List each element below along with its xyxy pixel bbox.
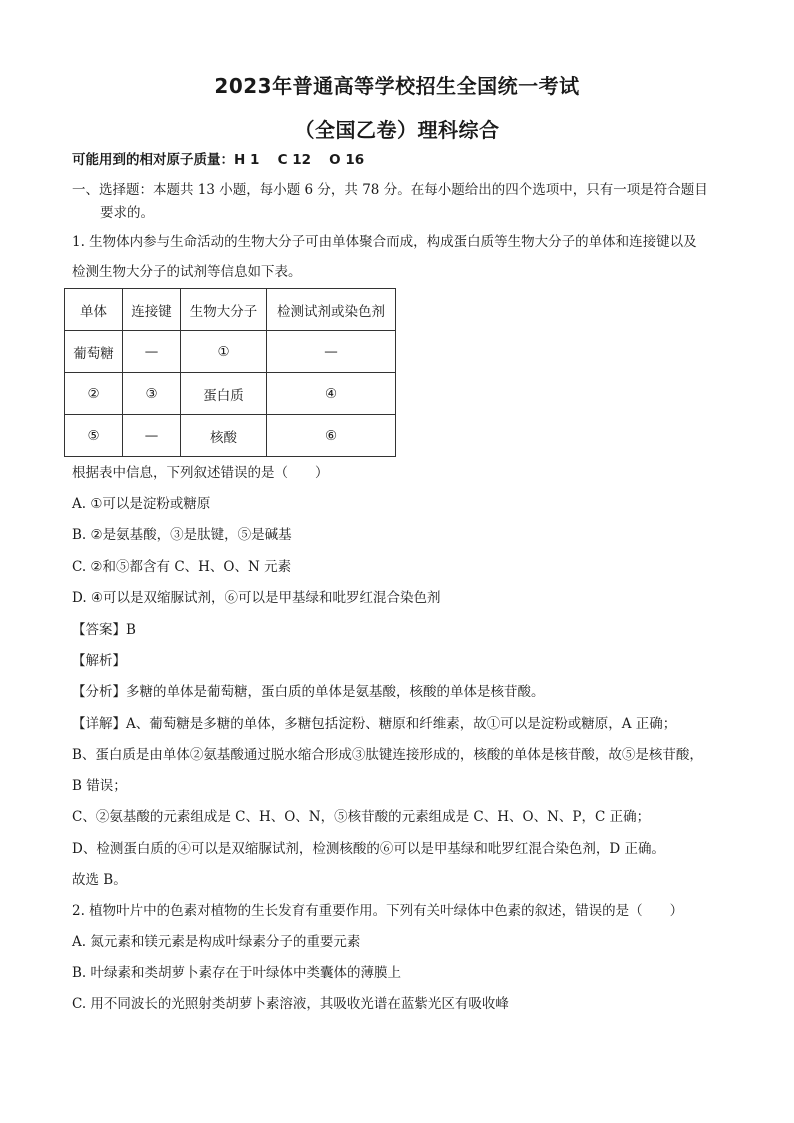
table-cell: 蛋白质 <box>181 373 267 415</box>
exam-subtitle: （全国乙卷）理科综合 <box>294 118 500 142</box>
table-cell: ④ <box>267 373 396 415</box>
table-cell: 葡萄糖 <box>65 331 123 373</box>
q1-option-b: B. ②是氨基酸，③是肽键，⑤是碱基 <box>72 527 292 543</box>
table-row <box>65 415 396 457</box>
section-intro: 一、选择题：本题共 13 小题，每小题 6 分，共 78 分。在每小题给出的四个选项中，只有一项是符合题目 <box>72 182 708 198</box>
q2-option-c: C. 用不同波长的光照射类胡萝卜素溶液，其吸收光谱在蓝紫光区有吸收峰 <box>72 996 509 1012</box>
table-header-cell: 单体 <box>65 289 123 331</box>
q1-stem: 1. 生物体内参与生命活动的生物大分子可由单体聚合而成，构成蛋白质等生物大分子的单体和连接键以及 <box>72 234 697 250</box>
section-intro-cont: 要求的。 <box>100 205 154 221</box>
atomic-masses: 可能用到的相对原子质量：H 1 C 12 O 16 <box>72 152 365 168</box>
q1-detail-b: B、蛋白质是由单体②氨基酸通过脱水缩合形成③肽键连接形成的，核酸的单体是核苷酸，故⑤是核苷酸， <box>72 747 703 763</box>
table-cell: 核酸 <box>181 415 267 457</box>
table-header-cell: 生物大分子 <box>181 289 267 331</box>
q1-option-c: C. ②和⑤都含有 C、H、O、N 元素 <box>72 559 292 575</box>
table-header-row <box>65 289 396 331</box>
q1-analysis-label: 【解析】 <box>72 653 126 669</box>
q1-answer: 【答案】B <box>72 622 136 638</box>
q1-question: 根据表中信息，下列叙述错误的是（ ） <box>72 465 329 481</box>
q1-detail-b-cont: B 错误； <box>72 778 127 794</box>
table-cell: ② <box>65 373 123 415</box>
table-cell: — <box>123 415 181 457</box>
monomer-table <box>64 288 396 457</box>
q2-stem: 2. 植物叶片中的色素对植物的生长发育有重要作用。下列有关叶绿体中色素的叙述，错误的是（ ） <box>72 903 684 919</box>
q1-detail-d: D、检测蛋白质的④可以是双缩脲试剂，检测核酸的⑥可以是甲基绿和吡罗红混合染色剂，D 正确。 <box>72 841 665 857</box>
q1-detail-a: 【详解】A、葡萄糖是多糖的单体，多糖包括淀粉、糖原和纤维素，故①可以是淀粉或糖原，A 正确； <box>72 716 677 732</box>
table-cell: ③ <box>123 373 181 415</box>
q1-option-a: A. ①可以是淀粉或糖原 <box>72 496 211 512</box>
table-row <box>65 373 396 415</box>
table-cell: ① <box>181 331 267 373</box>
table-header-cell: 检测试剂或染色剂 <box>267 289 396 331</box>
table-row <box>65 331 396 373</box>
table-cell: ⑥ <box>267 415 396 457</box>
q2-option-a: A. 氮元素和镁元素是构成叶绿素分子的重要元素 <box>72 934 361 950</box>
table-cell: ⑤ <box>65 415 123 457</box>
q1-option-d: D. ④可以是双缩脲试剂，⑥可以是甲基绿和吡罗红混合染色剂 <box>72 590 441 606</box>
q1-conclusion: 故选 B。 <box>72 872 127 888</box>
q1-detail-c: C、②氨基酸的元素组成是 C、H、O、N，⑤核苷酸的元素组成是 C、H、O、N、P，C 正确； <box>72 809 651 825</box>
q2-option-b: B. 叶绿素和类胡萝卜素存在于叶绿体中类囊体的薄膜上 <box>72 965 402 981</box>
q1-fenxi: 【分析】多糖的单体是葡萄糖，蛋白质的单体是氨基酸，核酸的单体是核苷酸。 <box>72 684 545 700</box>
q1-stem-cont: 检测生物大分子的试剂等信息如下表。 <box>72 264 302 280</box>
table-cell: — <box>123 331 181 373</box>
exam-title: 2023年普通高等学校招生全国统一考试 <box>214 74 580 98</box>
table-header-cell: 连接键 <box>123 289 181 331</box>
table-cell: — <box>267 331 396 373</box>
